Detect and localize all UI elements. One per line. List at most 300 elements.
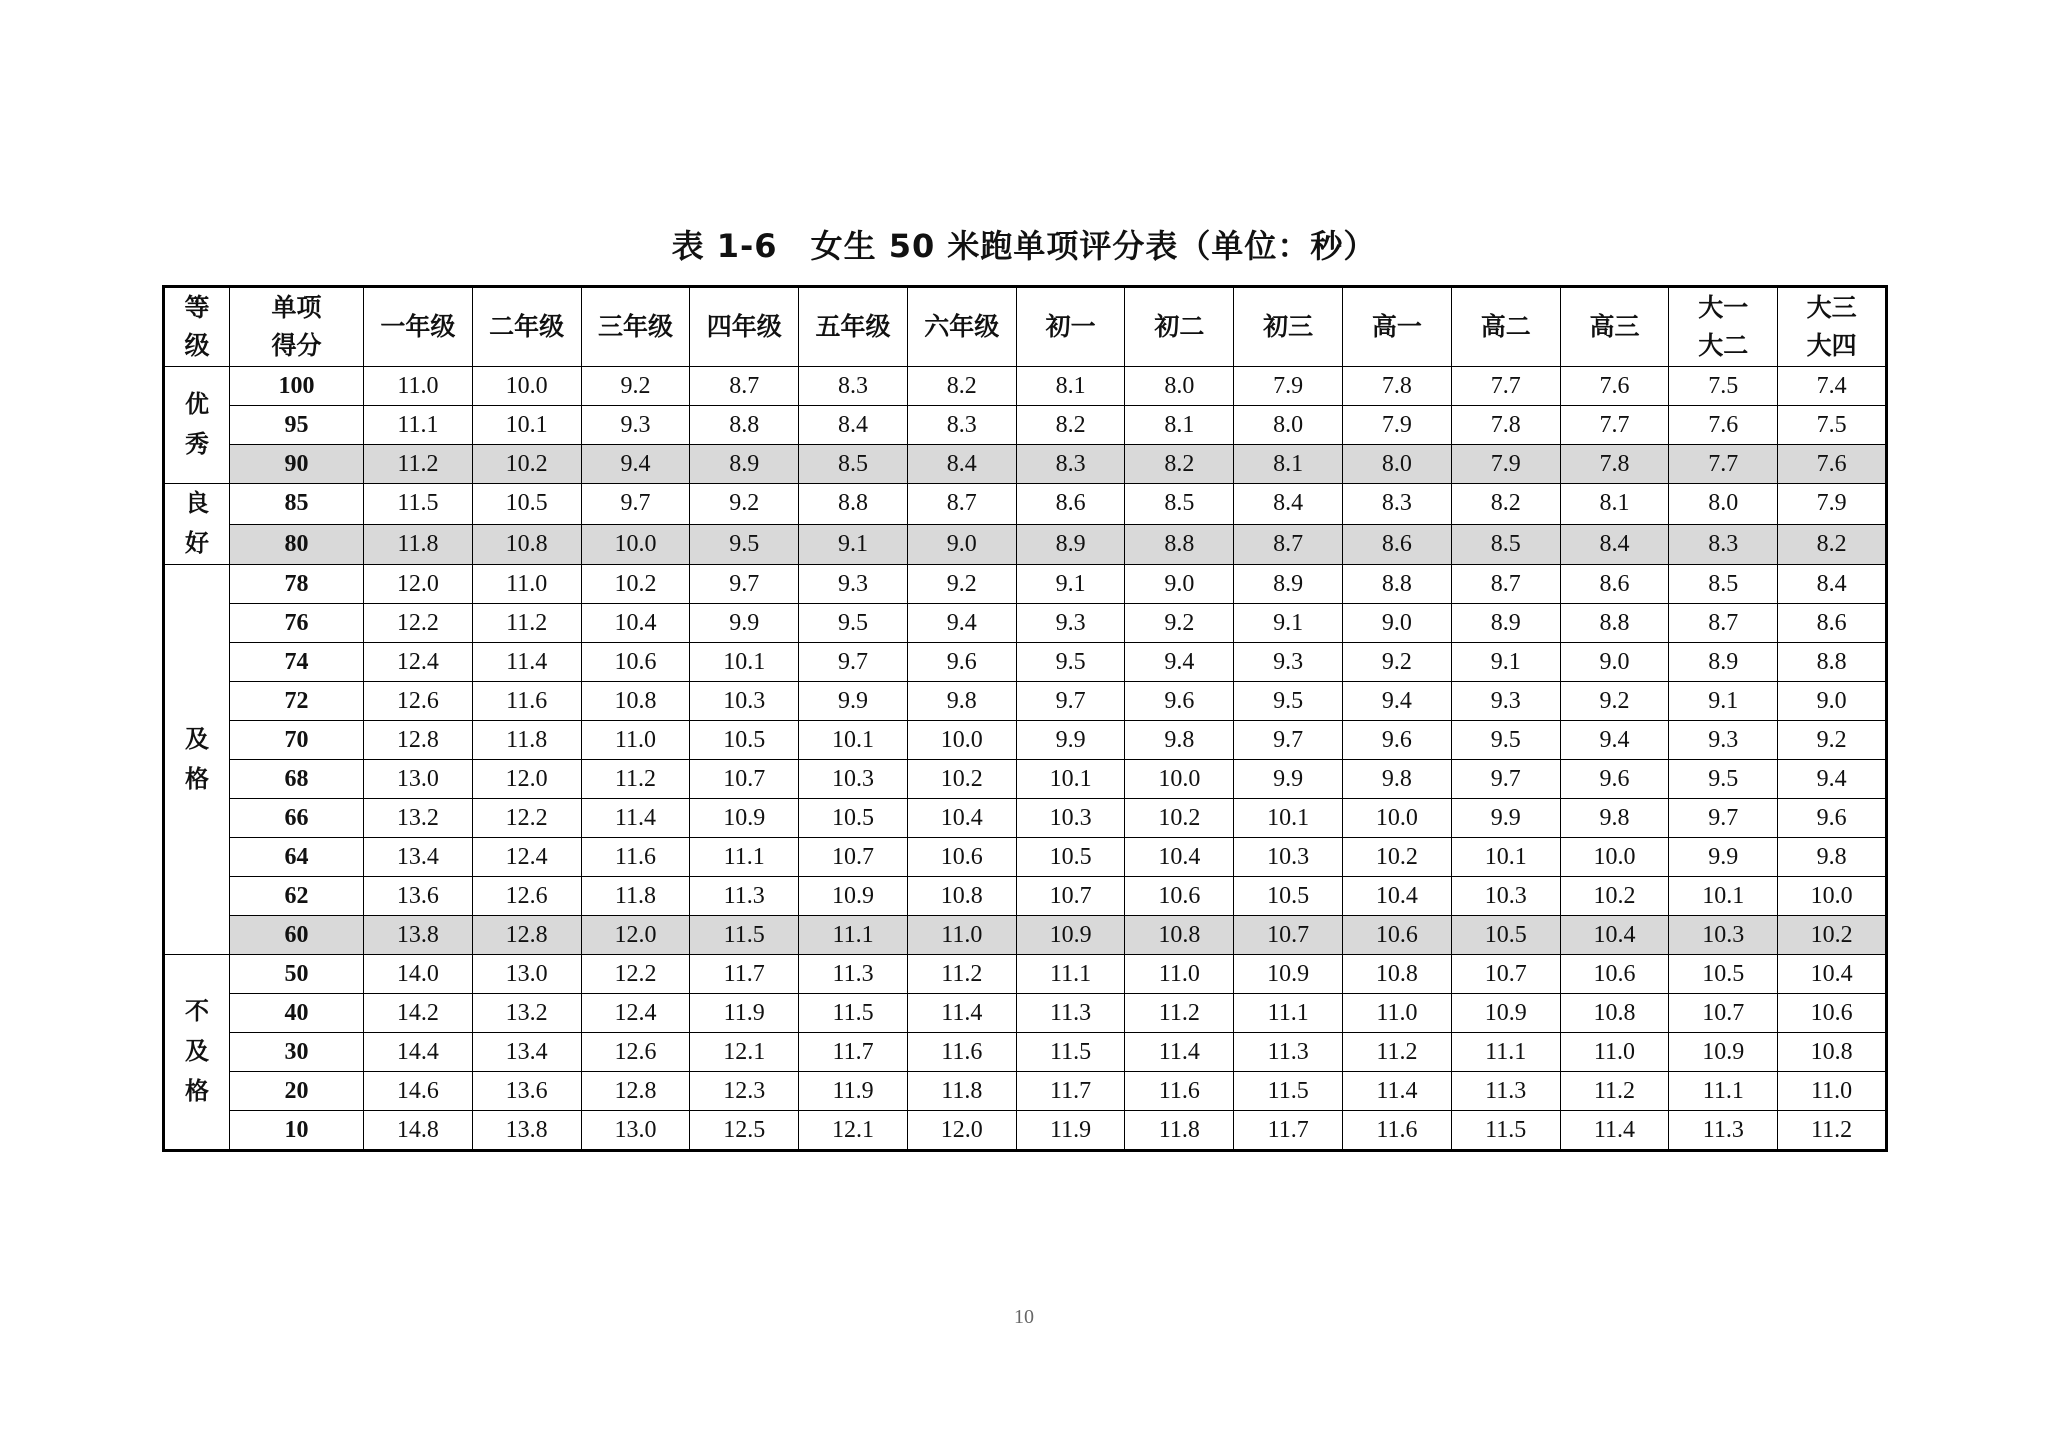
time-cell: 12.4 [581,994,690,1033]
column-header: 高三 [1560,287,1669,367]
time-cell: 11.3 [1016,994,1125,1033]
column-header: 单项 得分 [230,287,364,367]
time-cell: 8.2 [1125,445,1234,484]
time-cell: 8.6 [1560,565,1669,604]
time-cell: 9.5 [799,604,908,643]
grade-level-cell: 优 秀 [164,367,230,484]
score-cell: 20 [230,1072,364,1111]
time-cell: 9.0 [1560,643,1669,682]
time-cell: 10.8 [907,877,1016,916]
time-cell: 11.7 [690,955,799,994]
time-cell: 11.6 [472,682,581,721]
time-cell: 11.1 [1016,955,1125,994]
time-cell: 12.8 [581,1072,690,1111]
time-cell: 8.9 [690,445,799,484]
column-header: 六年级 [907,287,1016,367]
time-cell: 10.8 [1125,916,1234,955]
score-cell: 70 [230,721,364,760]
time-cell: 10.3 [1234,838,1343,877]
time-cell: 9.4 [1560,721,1669,760]
time-cell: 9.5 [1016,643,1125,682]
time-cell: 10.1 [690,643,799,682]
time-cell: 12.5 [690,1111,799,1151]
time-cell: 10.0 [1560,838,1669,877]
time-cell: 10.9 [690,799,799,838]
time-cell: 9.8 [1125,721,1234,760]
time-cell: 10.8 [581,682,690,721]
time-cell: 11.0 [1560,1033,1669,1072]
table-row [164,643,1887,682]
time-cell: 9.5 [1234,682,1343,721]
time-cell: 7.7 [1669,445,1778,484]
time-cell: 11.5 [799,994,908,1033]
time-cell: 7.4 [1778,367,1887,406]
time-cell: 10.0 [1343,799,1452,838]
time-cell: 12.0 [581,916,690,955]
time-cell: 8.2 [1016,406,1125,445]
time-cell: 8.7 [690,367,799,406]
time-cell: 10.7 [1669,994,1778,1033]
time-cell: 12.8 [364,721,473,760]
time-cell: 8.1 [1125,406,1234,445]
time-cell: 7.8 [1343,367,1452,406]
time-cell: 13.0 [472,955,581,994]
table-row [164,955,1887,994]
time-cell: 9.2 [1560,682,1669,721]
table-row [164,994,1887,1033]
time-cell: 10.5 [1669,955,1778,994]
time-cell: 11.4 [907,994,1016,1033]
time-cell: 9.5 [690,524,799,565]
score-cell: 78 [230,565,364,604]
time-cell: 7.8 [1451,406,1560,445]
time-cell: 11.8 [581,877,690,916]
column-header: 等 级 [164,287,230,367]
column-header: 四年级 [690,287,799,367]
time-cell: 12.0 [364,565,473,604]
time-cell: 10.4 [1125,838,1234,877]
time-cell: 10.0 [472,367,581,406]
time-cell: 10.6 [581,643,690,682]
time-cell: 7.6 [1778,445,1887,484]
score-cell: 40 [230,994,364,1033]
time-cell: 10.7 [799,838,908,877]
time-cell: 10.0 [581,524,690,565]
time-cell: 9.8 [1343,760,1452,799]
grade-level-cell: 不 及 格 [164,955,230,1151]
table-row [164,367,1887,406]
table-row [164,682,1887,721]
time-cell: 9.1 [799,524,908,565]
time-cell: 11.2 [1125,994,1234,1033]
time-cell: 9.4 [907,604,1016,643]
time-cell: 13.0 [581,1111,690,1151]
time-cell: 10.3 [799,760,908,799]
table-row [164,565,1887,604]
time-cell: 10.1 [1234,799,1343,838]
time-cell: 8.8 [799,484,908,525]
time-cell: 11.6 [1343,1111,1452,1151]
column-header: 初二 [1125,287,1234,367]
score-cell: 85 [230,484,364,525]
time-cell: 11.8 [907,1072,1016,1111]
score-cell: 80 [230,524,364,565]
score-cell: 72 [230,682,364,721]
time-cell: 9.5 [1669,760,1778,799]
time-cell: 8.4 [799,406,908,445]
time-cell: 9.6 [1125,682,1234,721]
time-cell: 13.8 [472,1111,581,1151]
time-cell: 10.6 [1343,916,1452,955]
time-cell: 10.5 [1451,916,1560,955]
time-cell: 9.3 [1669,721,1778,760]
time-cell: 14.6 [364,1072,473,1111]
score-cell: 74 [230,643,364,682]
table-row [164,721,1887,760]
time-cell: 12.0 [472,760,581,799]
time-cell: 9.0 [1343,604,1452,643]
score-cell: 30 [230,1033,364,1072]
time-cell: 8.4 [1778,565,1887,604]
time-cell: 13.0 [364,760,473,799]
time-cell: 11.3 [690,877,799,916]
time-cell: 11.1 [690,838,799,877]
time-cell: 10.2 [1125,799,1234,838]
time-cell: 10.5 [1234,877,1343,916]
time-cell: 9.7 [799,643,908,682]
time-cell: 11.3 [1669,1111,1778,1151]
header-row [164,287,1887,367]
time-cell: 10.2 [907,760,1016,799]
time-cell: 10.1 [1016,760,1125,799]
time-cell: 12.0 [907,1111,1016,1151]
time-cell: 9.0 [1125,565,1234,604]
time-cell: 8.5 [1125,484,1234,525]
time-cell: 8.6 [1016,484,1125,525]
time-cell: 9.2 [690,484,799,525]
time-cell: 7.7 [1451,367,1560,406]
time-cell: 8.4 [1560,524,1669,565]
time-cell: 9.0 [907,524,1016,565]
time-cell: 10.6 [1125,877,1234,916]
time-cell: 7.6 [1560,367,1669,406]
time-cell: 11.5 [1016,1033,1125,1072]
time-cell: 8.5 [1669,565,1778,604]
time-cell: 10.3 [1669,916,1778,955]
score-cell: 66 [230,799,364,838]
time-cell: 9.3 [1234,643,1343,682]
time-cell: 11.4 [1343,1072,1452,1111]
time-cell: 10.2 [581,565,690,604]
time-cell: 10.4 [1560,916,1669,955]
time-cell: 10.7 [690,760,799,799]
time-cell: 9.3 [799,565,908,604]
time-cell: 9.1 [1016,565,1125,604]
time-cell: 10.3 [690,682,799,721]
time-cell: 10.4 [907,799,1016,838]
time-cell: 9.9 [1234,760,1343,799]
time-cell: 12.4 [364,643,473,682]
time-cell: 9.4 [581,445,690,484]
time-cell: 9.1 [1234,604,1343,643]
time-cell: 8.3 [799,367,908,406]
time-cell: 9.8 [907,682,1016,721]
time-cell: 10.4 [581,604,690,643]
time-cell: 8.7 [907,484,1016,525]
time-cell: 8.8 [690,406,799,445]
time-cell: 9.2 [1125,604,1234,643]
time-cell: 8.3 [1669,524,1778,565]
time-cell: 10.6 [1560,955,1669,994]
time-cell: 10.4 [1778,955,1887,994]
column-header: 二年级 [472,287,581,367]
time-cell: 9.6 [1343,721,1452,760]
time-cell: 10.2 [1560,877,1669,916]
time-cell: 9.1 [1451,643,1560,682]
time-cell: 10.7 [1016,877,1125,916]
score-cell: 50 [230,955,364,994]
time-cell: 13.6 [364,877,473,916]
time-cell: 9.4 [1125,643,1234,682]
table-row [164,604,1887,643]
time-cell: 8.1 [1016,367,1125,406]
time-cell: 12.1 [690,1033,799,1072]
time-cell: 11.9 [690,994,799,1033]
time-cell: 9.9 [1016,721,1125,760]
time-cell: 8.4 [1234,484,1343,525]
time-cell: 12.4 [472,838,581,877]
time-cell: 11.0 [364,367,473,406]
time-cell: 13.8 [364,916,473,955]
time-cell: 11.5 [1451,1111,1560,1151]
time-cell: 9.7 [1016,682,1125,721]
time-cell: 11.0 [1125,955,1234,994]
time-cell: 7.5 [1669,367,1778,406]
time-cell: 11.0 [472,565,581,604]
time-cell: 11.1 [364,406,473,445]
column-header: 三年级 [581,287,690,367]
time-cell: 8.0 [1343,445,1452,484]
time-cell: 9.6 [1778,799,1887,838]
table-row [164,406,1887,445]
time-cell: 8.9 [1016,524,1125,565]
time-cell: 9.2 [1778,721,1887,760]
time-cell: 12.1 [799,1111,908,1151]
column-header: 初三 [1234,287,1343,367]
time-cell: 9.3 [1016,604,1125,643]
time-cell: 13.6 [472,1072,581,1111]
column-header: 一年级 [364,287,473,367]
time-cell: 11.3 [799,955,908,994]
time-cell: 8.8 [1560,604,1669,643]
time-cell: 8.9 [1669,643,1778,682]
time-cell: 13.4 [472,1033,581,1072]
time-cell: 11.7 [1016,1072,1125,1111]
column-header: 大三 大四 [1778,287,1887,367]
time-cell: 11.8 [1125,1111,1234,1151]
time-cell: 11.0 [907,916,1016,955]
time-cell: 10.1 [1669,877,1778,916]
time-cell: 11.2 [581,760,690,799]
time-cell: 10.6 [1778,994,1887,1033]
time-cell: 14.8 [364,1111,473,1151]
time-cell: 13.2 [472,994,581,1033]
time-cell: 10.3 [1451,877,1560,916]
time-cell: 9.7 [1234,721,1343,760]
score-cell: 10 [230,1111,364,1151]
time-cell: 8.2 [1451,484,1560,525]
time-cell: 11.2 [364,445,473,484]
time-cell: 10.8 [472,524,581,565]
time-cell: 10.7 [1451,955,1560,994]
time-cell: 10.2 [1343,838,1452,877]
time-cell: 10.1 [799,721,908,760]
page-number: 10 [1014,1306,1034,1328]
table-row [164,799,1887,838]
table-body [164,367,1887,1151]
time-cell: 11.9 [799,1072,908,1111]
table-row [164,445,1887,484]
column-header: 高二 [1451,287,1560,367]
time-cell: 12.2 [472,799,581,838]
time-cell: 14.4 [364,1033,473,1072]
time-cell: 11.9 [1016,1111,1125,1151]
time-cell: 9.2 [907,565,1016,604]
time-cell: 11.1 [799,916,908,955]
time-cell: 11.5 [1234,1072,1343,1111]
time-cell: 11.6 [907,1033,1016,1072]
time-cell: 8.8 [1125,524,1234,565]
time-cell: 8.5 [1451,524,1560,565]
time-cell: 12.6 [364,682,473,721]
table-row [164,916,1887,955]
time-cell: 7.9 [1234,367,1343,406]
time-cell: 12.6 [472,877,581,916]
table-row [164,838,1887,877]
table-row [164,877,1887,916]
time-cell: 8.0 [1234,406,1343,445]
time-cell: 11.1 [1451,1033,1560,1072]
time-cell: 7.7 [1560,406,1669,445]
time-cell: 12.2 [364,604,473,643]
time-cell: 10.3 [1016,799,1125,838]
time-cell: 10.9 [1451,994,1560,1033]
time-cell: 11.2 [907,955,1016,994]
time-cell: 9.7 [1451,760,1560,799]
time-cell: 8.3 [1343,484,1452,525]
time-cell: 10.4 [1343,877,1452,916]
time-cell: 7.9 [1343,406,1452,445]
time-cell: 10.8 [1560,994,1669,1033]
time-cell: 12.3 [690,1072,799,1111]
table-row [164,524,1887,565]
time-cell: 10.6 [907,838,1016,877]
time-cell: 11.7 [1234,1111,1343,1151]
time-cell: 11.3 [1451,1072,1560,1111]
time-cell: 11.1 [1669,1072,1778,1111]
time-cell: 9.6 [1560,760,1669,799]
table-row [164,1033,1887,1072]
grade-level-cell: 良 好 [164,484,230,565]
score-cell: 60 [230,916,364,955]
time-cell: 11.6 [1125,1072,1234,1111]
column-header: 五年级 [799,287,908,367]
time-cell: 8.1 [1234,445,1343,484]
time-cell: 11.8 [364,524,473,565]
time-cell: 9.7 [581,484,690,525]
time-cell: 11.2 [1560,1072,1669,1111]
time-cell: 11.4 [1560,1111,1669,1151]
time-cell: 9.9 [799,682,908,721]
score-cell: 76 [230,604,364,643]
time-cell: 14.2 [364,994,473,1033]
grade-level-cell: 及 格 [164,565,230,955]
time-cell: 11.5 [364,484,473,525]
column-header: 大一 大二 [1669,287,1778,367]
time-cell: 9.7 [1669,799,1778,838]
score-table [162,285,1888,1152]
score-cell: 90 [230,445,364,484]
time-cell: 11.4 [581,799,690,838]
score-cell: 95 [230,406,364,445]
score-cell: 100 [230,367,364,406]
time-cell: 7.8 [1560,445,1669,484]
table-row [164,1111,1887,1151]
time-cell: 11.0 [1778,1072,1887,1111]
table-row [164,760,1887,799]
time-cell: 11.2 [1778,1111,1887,1151]
time-cell: 11.5 [690,916,799,955]
time-cell: 10.5 [1016,838,1125,877]
time-cell: 9.4 [1343,682,1452,721]
time-cell: 10.9 [1669,1033,1778,1072]
time-cell: 9.8 [1778,838,1887,877]
time-cell: 13.4 [364,838,473,877]
time-cell: 8.2 [907,367,1016,406]
time-cell: 13.2 [364,799,473,838]
score-cell: 64 [230,838,364,877]
column-header: 初一 [1016,287,1125,367]
time-cell: 10.0 [1778,877,1887,916]
time-cell: 7.6 [1669,406,1778,445]
table-row [164,484,1887,525]
time-cell: 8.8 [1343,565,1452,604]
time-cell: 7.9 [1778,484,1887,525]
time-cell: 8.8 [1778,643,1887,682]
time-cell: 9.9 [1451,799,1560,838]
time-cell: 9.8 [1560,799,1669,838]
time-cell: 8.3 [1016,445,1125,484]
time-cell: 10.2 [1778,916,1887,955]
table-title: 表 1-6 女生 50 米跑单项评分表（单位：秒） [671,227,1377,265]
time-cell: 8.3 [907,406,1016,445]
time-cell: 11.8 [472,721,581,760]
time-cell: 10.8 [1778,1033,1887,1072]
table-row [164,1072,1887,1111]
time-cell: 11.1 [1234,994,1343,1033]
time-cell: 8.4 [907,445,1016,484]
time-cell: 8.5 [799,445,908,484]
time-cell: 10.8 [1343,955,1452,994]
time-cell: 11.6 [581,838,690,877]
time-cell: 8.7 [1451,565,1560,604]
time-cell: 9.7 [690,565,799,604]
time-cell: 10.0 [1125,760,1234,799]
time-cell: 10.7 [1234,916,1343,955]
time-cell: 9.0 [1778,682,1887,721]
time-cell: 8.0 [1669,484,1778,525]
time-cell: 9.9 [690,604,799,643]
